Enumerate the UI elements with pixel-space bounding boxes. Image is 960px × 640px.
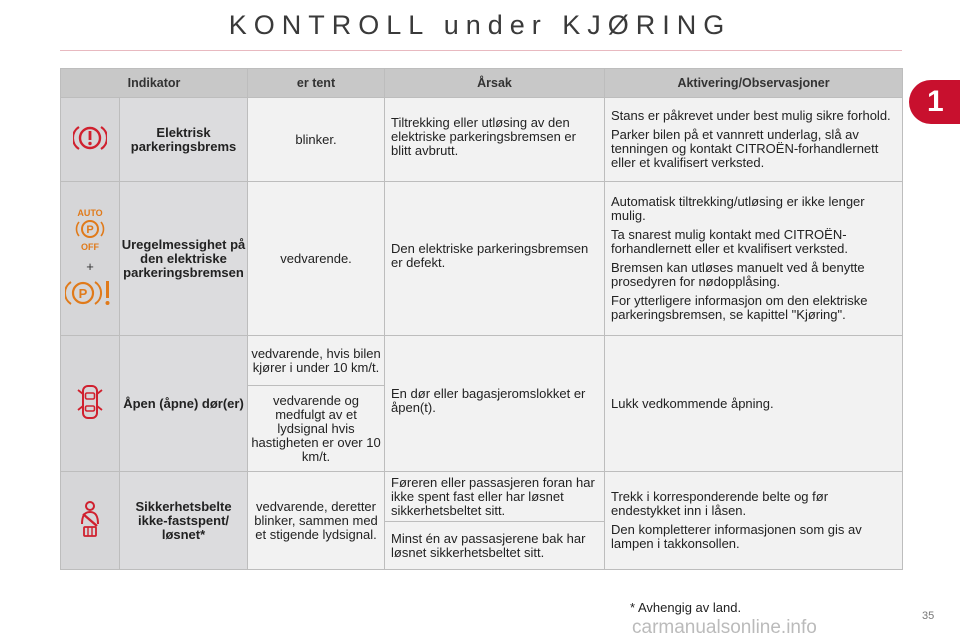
title-divider bbox=[60, 50, 902, 51]
aktivering-cell bbox=[605, 182, 903, 336]
tent-cell: vedvarende, hvis bilen kjører i under 10 km/t. bbox=[248, 336, 385, 386]
tent-cell: blinker. bbox=[248, 98, 385, 182]
indicator-name: Åpen (åpne) dør(er) bbox=[120, 336, 248, 472]
table-row bbox=[61, 182, 903, 336]
header-aktivering: Aktivering/Observasjoner bbox=[605, 69, 903, 98]
parking-brake-fault-icon bbox=[65, 278, 115, 308]
footnote: * Avhengig av land. bbox=[630, 600, 742, 615]
aktivering-text: Parker bilen på et vannrett underlag, slå av tenningen og kontakt CITROËN-forhandlernett eller et kvalifisert verksted. bbox=[611, 127, 879, 170]
arsak-cell bbox=[385, 336, 605, 472]
svg-text:P: P bbox=[86, 223, 94, 236]
aktivering-cell bbox=[605, 98, 903, 182]
aktivering-text: Automatisk tiltrekking/utløsing er ikke lenger mulig. bbox=[611, 194, 865, 223]
auto-label: AUTO bbox=[77, 207, 103, 218]
aktivering-cell bbox=[605, 472, 903, 570]
icon-cell bbox=[61, 336, 120, 472]
table-row bbox=[61, 98, 903, 182]
arsak-text: En dør eller bagasjeromslokket er åpen(t). bbox=[391, 386, 586, 415]
table-row bbox=[61, 472, 903, 522]
aktivering-text: Trekk i korresponderende belte og før endestykket inn i låsen. bbox=[611, 489, 829, 518]
page-number: 35 bbox=[922, 610, 935, 622]
header-indikator: Indikator bbox=[61, 69, 248, 98]
chapter-number: 1 bbox=[927, 85, 944, 118]
table-header-row bbox=[61, 69, 903, 98]
arsak-cell bbox=[385, 98, 605, 182]
aktivering-text: Den kompletterer informasjonen som gis av lampen i takkonsollen. bbox=[611, 522, 862, 551]
icon-cell bbox=[61, 182, 120, 336]
plus-sign: + bbox=[86, 258, 94, 274]
indicator-table bbox=[60, 68, 903, 570]
tent-cell: vedvarende og medfulgt av et lydsignal hvis hastigheten er over 10 km/t. bbox=[248, 386, 385, 472]
svg-text:P: P bbox=[78, 285, 88, 301]
aktivering-text: For ytterligere informasjon om den elektriske parkeringsbremsen, se kapittel "Kjøring". bbox=[611, 293, 868, 322]
aktivering-text: Lukk vedkommende åpning. bbox=[611, 395, 774, 411]
aktivering-text: Bremsen kan utløses manuelt ved å benytte prosedyren for nødopplåsing. bbox=[611, 260, 865, 289]
arsak-cell bbox=[385, 182, 605, 336]
icon-cell bbox=[61, 98, 120, 182]
icon-cell bbox=[61, 472, 120, 570]
aktivering-text: Stans er påkrevet under best mulig sikre forhold. bbox=[611, 108, 891, 123]
arsak-text: Tiltrekking eller utløsing av den elektriske parkeringsbremsen er blitt avbrutt. bbox=[391, 115, 576, 158]
tent-cell: vedvarende, deretter blinker, sammen med et stigende lydsignal. bbox=[248, 472, 385, 570]
arsak-text: Den elektriske parkeringsbremsen er defekt. bbox=[391, 241, 589, 270]
off-label: OFF bbox=[81, 241, 99, 252]
table-row bbox=[61, 336, 903, 386]
aktivering-cell bbox=[605, 336, 903, 472]
indicator-name: Uregelmessighet på den elektriske parkeringsbremsen bbox=[120, 182, 248, 336]
arsak-cell: Minst én av passasjerene bak har løsnet sikkerhetsbeltet sitt. bbox=[385, 522, 605, 570]
tent-cell: vedvarende. bbox=[248, 182, 385, 336]
indicator-name: Elektrisk parkeringsbrems bbox=[120, 98, 248, 182]
page-title: KONTROLL under KJØRING bbox=[228, 10, 732, 40]
auto-p-off-icon bbox=[73, 207, 107, 253]
watermark: carmanualsonline.info bbox=[632, 617, 817, 638]
brake-warning-icon bbox=[73, 123, 107, 153]
header-arsak: Årsak bbox=[385, 69, 605, 98]
arsak-cell: Føreren eller passasjeren foran har ikke spent fast eller har løsnet sikkerhetsbeltet sitt. bbox=[385, 472, 605, 522]
seatbelt-icon bbox=[77, 500, 103, 538]
door-open-icon bbox=[76, 382, 104, 422]
indicator-name: Sikkerhetsbelte ikke-fastspent/ løsnet* bbox=[120, 472, 248, 570]
header-er-tent: er tent bbox=[248, 69, 385, 98]
aktivering-text: Ta snarest mulig kontakt med CITROËN-forhandlernett eller et kvalifisert verksted. bbox=[611, 227, 849, 256]
chapter-tab bbox=[909, 80, 960, 124]
